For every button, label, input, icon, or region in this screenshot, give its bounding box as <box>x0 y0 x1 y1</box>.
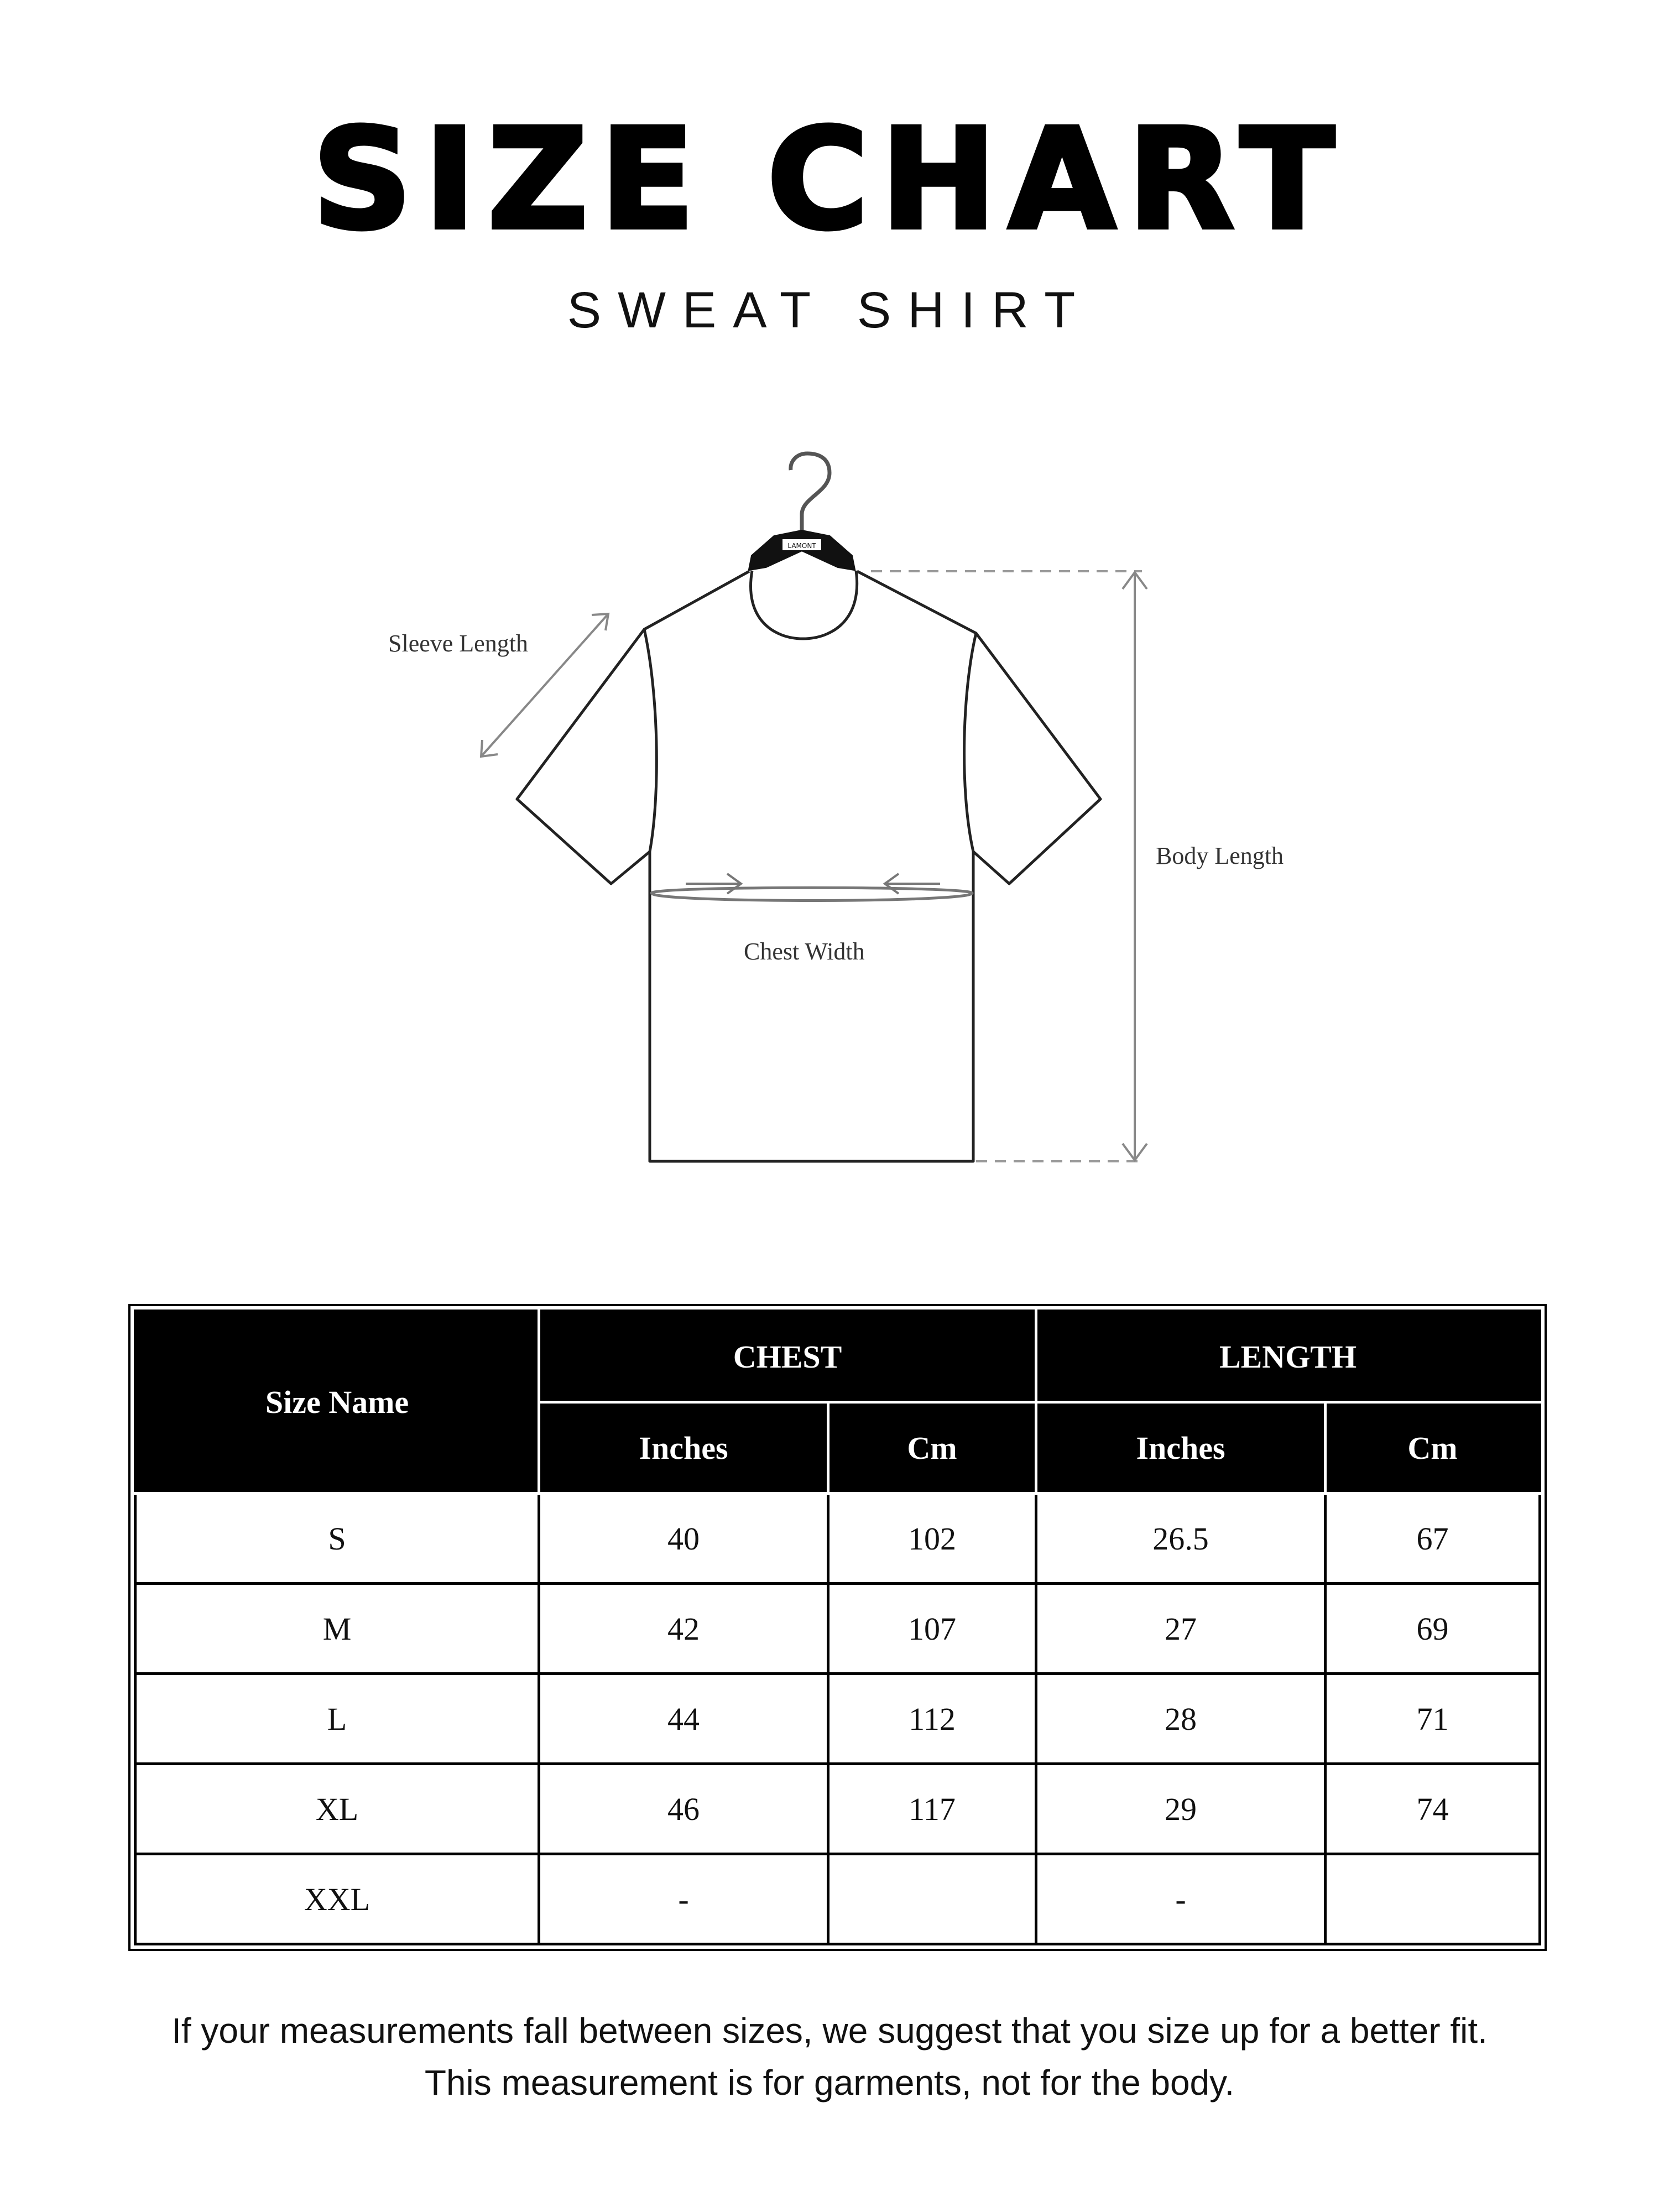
chest-group-header: CHEST <box>539 1311 1036 1402</box>
table-row <box>135 1584 1540 1674</box>
length-inches-cell: 28 <box>1036 1674 1326 1764</box>
length-group-header: LENGTH <box>1036 1311 1540 1402</box>
sleeve-length-label: Sleeve Length <box>388 630 528 657</box>
fit-note-line-2: This measurement is for garments, not for the body. <box>424 2063 1235 2103</box>
shirt-illustration <box>0 431 1659 1206</box>
length-cm-cell: 74 <box>1326 1764 1540 1854</box>
size-cell: M <box>135 1584 539 1674</box>
page-subtitle: SWEAT SHIRT <box>567 282 1092 338</box>
length-cm-cell <box>1326 1854 1540 1944</box>
length-inches-cell: 29 <box>1036 1764 1326 1854</box>
table-row <box>135 1674 1540 1764</box>
length-inches-cell: - <box>1036 1854 1326 1944</box>
size-cell: S <box>135 1494 539 1584</box>
table-header-row <box>135 1311 1540 1402</box>
neckline <box>750 571 857 639</box>
chest-cm-cell: 117 <box>828 1764 1036 1854</box>
chest-cm-header: Cm <box>828 1402 1036 1494</box>
chest-inches-cell: 40 <box>539 1494 828 1584</box>
size-cell: L <box>135 1674 539 1764</box>
chest-cm-cell: 107 <box>828 1584 1036 1674</box>
page-title: SIZE CHART <box>312 99 1347 260</box>
shirt-outline <box>517 571 1100 1161</box>
chest-cm-cell: 112 <box>828 1674 1036 1764</box>
chest-inches-cell: 46 <box>539 1764 828 1854</box>
length-cm-header: Cm <box>1326 1402 1540 1494</box>
length-inches-cell: 26.5 <box>1036 1494 1326 1584</box>
garment-diagram <box>0 431 1659 1206</box>
table-row <box>135 1854 1540 1944</box>
chest-width-label: Chest Width <box>744 938 865 965</box>
fit-note-line-1: If your measurements fall between sizes, we suggest that you size up for a better fit. <box>171 2011 1488 2051</box>
chest-width-line <box>651 888 972 900</box>
fit-note <box>0 2005 1659 2109</box>
hanger-tag-text: LAMONT <box>787 542 816 550</box>
length-cm-cell: 71 <box>1326 1674 1540 1764</box>
chest-inches-cell: 42 <box>539 1584 828 1674</box>
size-cell: XXL <box>135 1854 539 1944</box>
length-cm-cell: 67 <box>1326 1494 1540 1584</box>
length-inches-header: Inches <box>1036 1402 1326 1494</box>
size-cell: XL <box>135 1764 539 1854</box>
right-armhole <box>964 633 976 852</box>
chest-inches-cell: - <box>539 1854 828 1944</box>
hanger-hook <box>791 453 830 536</box>
length-inches-cell: 27 <box>1036 1584 1326 1674</box>
size-name-header: Size Name <box>135 1311 539 1494</box>
length-cm-cell: 69 <box>1326 1584 1540 1674</box>
size-table <box>134 1310 1541 1945</box>
left-armhole <box>644 629 656 852</box>
chest-cm-cell <box>828 1854 1036 1944</box>
chest-inches-header: Inches <box>539 1402 828 1494</box>
chest-cm-cell: 102 <box>828 1494 1036 1584</box>
body-length-label: Body Length <box>1156 842 1284 869</box>
table-row <box>135 1494 1540 1584</box>
chest-inches-cell: 44 <box>539 1674 828 1764</box>
table-row <box>135 1764 1540 1854</box>
